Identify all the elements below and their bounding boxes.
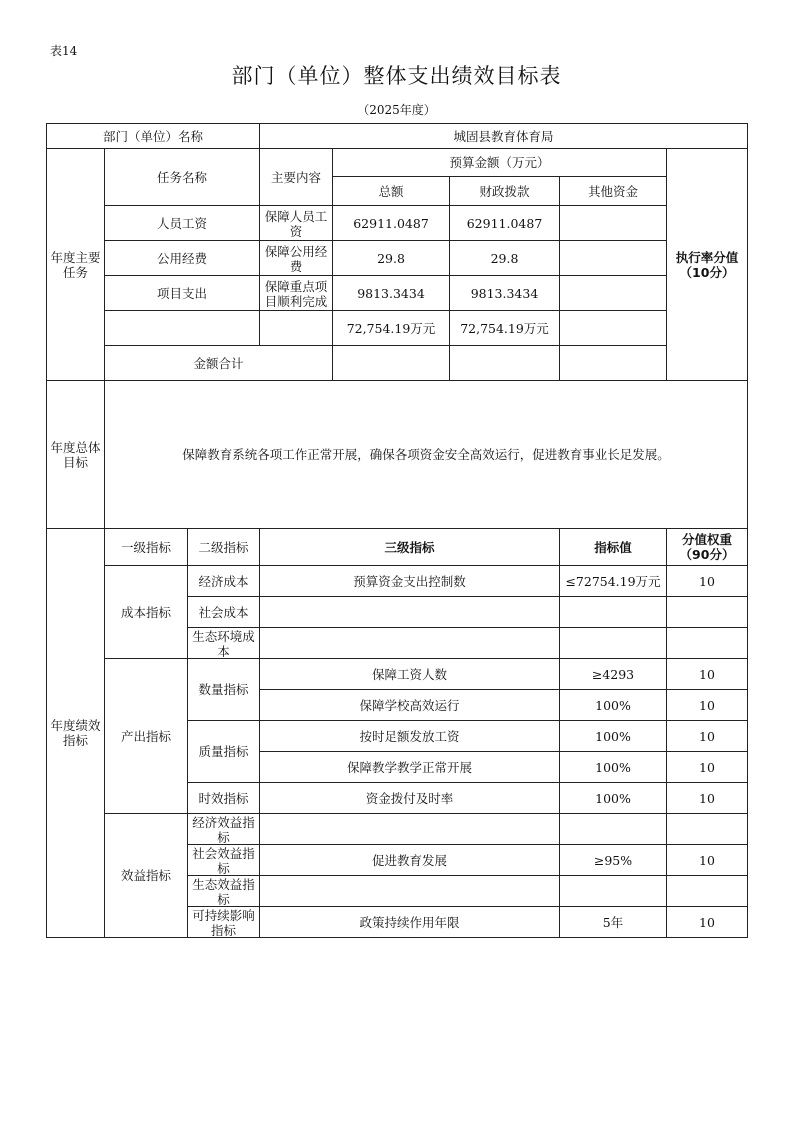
level2-label: 生态环境成本 — [188, 628, 260, 659]
col-level2: 二级指标 — [188, 529, 260, 566]
weight-value: 10 — [667, 721, 748, 752]
table-row — [47, 814, 748, 845]
annual-tasks-label: 年度主要任务 — [47, 149, 105, 381]
col-weight: 分值权重（90分） — [667, 529, 748, 566]
table-row — [47, 311, 748, 346]
level3-name: 按时足额发放工资 — [260, 721, 560, 752]
table-row — [47, 276, 748, 311]
level3-name: 保障教学教学正常开展 — [260, 752, 560, 783]
empty-cell — [560, 597, 667, 628]
sum-other — [560, 346, 667, 381]
col-total: 总额 — [333, 177, 450, 206]
level2-label: 时效指标 — [188, 783, 260, 814]
col-fiscal: 财政拨款 — [450, 177, 560, 206]
task-fiscal: 9813.3434 — [450, 276, 560, 311]
empty-cell — [667, 814, 748, 845]
empty-cell — [560, 814, 667, 845]
target-value: ≥4293 — [560, 659, 667, 690]
task-fiscal: 29.8 — [450, 241, 560, 276]
unit-name-label: 部门（单位）名称 — [47, 124, 260, 149]
empty-cell — [667, 628, 748, 659]
weight-value: 10 — [667, 907, 748, 938]
sum-total — [333, 346, 450, 381]
level3-name: 促进教育发展 — [260, 845, 560, 876]
task-name: 项目支出 — [105, 276, 260, 311]
empty-cell — [260, 814, 560, 845]
empty-cell — [560, 628, 667, 659]
level2-label: 数量指标 — [188, 659, 260, 721]
task-content: 保障公用经费 — [260, 241, 333, 276]
performance-indicators-label: 年度绩效指标 — [47, 529, 105, 938]
page-title: 部门（单位）整体支出绩效目标表 — [231, 64, 562, 88]
empty-cell — [260, 597, 560, 628]
amount-sum-label: 金额合计 — [105, 346, 333, 381]
task-other — [560, 241, 667, 276]
performance-target-table — [46, 123, 748, 938]
table-row — [47, 659, 748, 690]
task-total: 9813.3434 — [333, 276, 450, 311]
execution-score-label: 执行率分值（10分） — [667, 149, 748, 381]
table-row — [47, 206, 748, 241]
table-number: 表14 — [50, 44, 78, 58]
task-other — [560, 276, 667, 311]
empty-cell — [560, 311, 667, 346]
col-task-name: 任务名称 — [105, 149, 260, 206]
annual-goal-label: 年度总体目标 — [47, 381, 105, 529]
target-value: ≥95% — [560, 845, 667, 876]
level2-label: 社会效益指标 — [188, 845, 260, 876]
table-row — [47, 566, 748, 597]
level2-label: 质量指标 — [188, 721, 260, 783]
level3-name: 资金拨付及时率 — [260, 783, 560, 814]
col-main-content: 主要内容 — [260, 149, 333, 206]
level2-label: 经济成本 — [188, 566, 260, 597]
level3-name: 政策持续作用年限 — [260, 907, 560, 938]
weight-value: 10 — [667, 566, 748, 597]
task-name: 人员工资 — [105, 206, 260, 241]
sum-fiscal — [450, 346, 560, 381]
col-budget-amount: 预算金额（万元） — [333, 149, 667, 177]
target-value: 5年 — [560, 907, 667, 938]
level3-name: 保障学校高效运行 — [260, 690, 560, 721]
annual-goal-text: 保障教育系统各项工作正常开展，确保各项资金安全高效运行，促进教育事业长足发展。 — [105, 381, 748, 529]
level2-label: 经济效益指标 — [188, 814, 260, 845]
target-value: 100% — [560, 783, 667, 814]
target-value: 100% — [560, 721, 667, 752]
empty-cell — [105, 311, 260, 346]
unit-name: 城固县教育体育局 — [260, 124, 748, 149]
empty-cell — [667, 876, 748, 907]
table-row — [47, 241, 748, 276]
col-target-value: 指标值 — [560, 529, 667, 566]
target-value: 100% — [560, 690, 667, 721]
output-indicator-label: 产出指标 — [105, 659, 188, 814]
col-level3: 三级指标 — [260, 529, 560, 566]
level3-name: 预算资金支出控制数 — [260, 566, 560, 597]
target-value: 100% — [560, 752, 667, 783]
level3-name: 保障工资人数 — [260, 659, 560, 690]
task-content: 保障重点项目顺利完成 — [260, 276, 333, 311]
benefit-indicator-label: 效益指标 — [105, 814, 188, 938]
task-name: 公用经费 — [105, 241, 260, 276]
fiscal-year: （2025年度） — [357, 103, 436, 117]
weight-value: 10 — [667, 690, 748, 721]
level2-label: 生态效益指标 — [188, 876, 260, 907]
task-total: 62911.0487 — [333, 206, 450, 241]
weight-value: 10 — [667, 783, 748, 814]
table-row — [47, 346, 748, 381]
weight-value: 10 — [667, 845, 748, 876]
task-other — [560, 206, 667, 241]
empty-cell — [260, 876, 560, 907]
subtotal-fiscal: 72,754.19万元 — [450, 311, 560, 346]
target-value: ≤72754.19万元 — [560, 566, 667, 597]
weight-value: 10 — [667, 659, 748, 690]
cost-indicator-label: 成本指标 — [105, 566, 188, 659]
empty-cell — [560, 876, 667, 907]
task-fiscal: 62911.0487 — [450, 206, 560, 241]
col-level1: 一级指标 — [105, 529, 188, 566]
empty-cell — [260, 628, 560, 659]
empty-cell — [260, 311, 333, 346]
empty-cell — [667, 597, 748, 628]
subtotal-total: 72,754.19万元 — [333, 311, 450, 346]
col-other-funds: 其他资金 — [560, 177, 667, 206]
level2-label: 可持续影响指标 — [188, 907, 260, 938]
level2-label: 社会成本 — [188, 597, 260, 628]
weight-value: 10 — [667, 752, 748, 783]
task-content: 保障人员工资 — [260, 206, 333, 241]
task-total: 29.8 — [333, 241, 450, 276]
